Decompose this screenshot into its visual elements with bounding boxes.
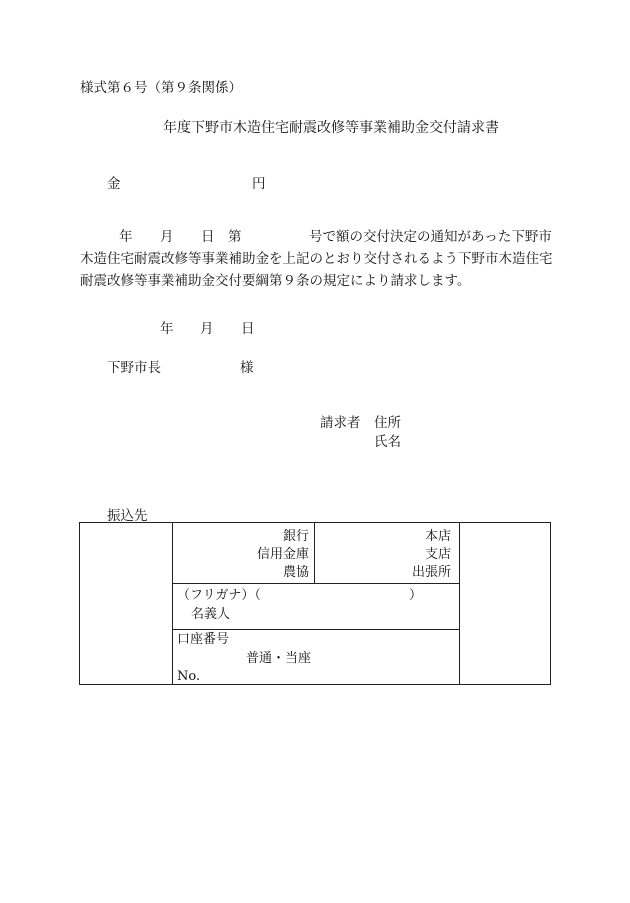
claimant-name-label: 氏名 [374,434,401,450]
claimant-label: 請求者 [320,415,361,431]
number-label: No. [177,669,201,684]
document-title: 年度下野市木造住宅耐震改修等事業補助金交付請求書 [163,120,499,136]
bank-table [79,522,551,685]
branch-branch: 支店 [424,547,451,562]
body-line2: 木造住宅耐震改修等事業補助金を上記のとおり交付されるよう下野市木造住宅 [80,251,553,267]
bank-section-label: 振込先 [107,508,148,524]
date-day: 日 [241,321,255,337]
table-divider [172,629,459,630]
request-body [80,226,555,292]
institution-bank: 銀行 [282,529,309,544]
body-year: 年 [119,229,133,245]
body-dai: 第 [228,229,242,245]
date-month: 月 [200,321,214,337]
claimant-address-label: 住所 [374,415,401,431]
body-day: 日 [201,229,215,245]
account-type: 普通・当座 [246,651,312,666]
body-line3: 耐震改修等事業補助金交付要綱第９条の規定により請求します。 [80,273,471,289]
table-divider [172,583,459,584]
amount-prefix: 金 [107,176,121,192]
furigana-label: （フリガナ）（ [177,588,261,603]
account-holder-label: 名義人 [191,607,231,622]
date-year: 年 [160,321,174,337]
body-line1-rest: 号で額の交付決定の通知があった下野市 [309,229,552,245]
branch-main: 本店 [424,529,451,544]
furigana-close: ） [409,588,423,603]
table-divider [172,523,173,684]
account-number-label: 口座番号 [177,632,230,647]
institution-credit-union: 信用金庫 [256,547,309,562]
addressee-honorific: 様 [240,360,254,376]
institution-agri-coop: 農協 [282,565,309,580]
addressee-name: 下野市長 [107,360,161,376]
form-number: 様式第６号（第９条関係） [80,80,242,96]
amount-suffix: 円 [252,176,266,192]
table-divider [314,523,315,583]
branch-office: 出張所 [411,565,451,580]
table-divider [459,523,460,684]
body-month: 月 [160,229,174,245]
